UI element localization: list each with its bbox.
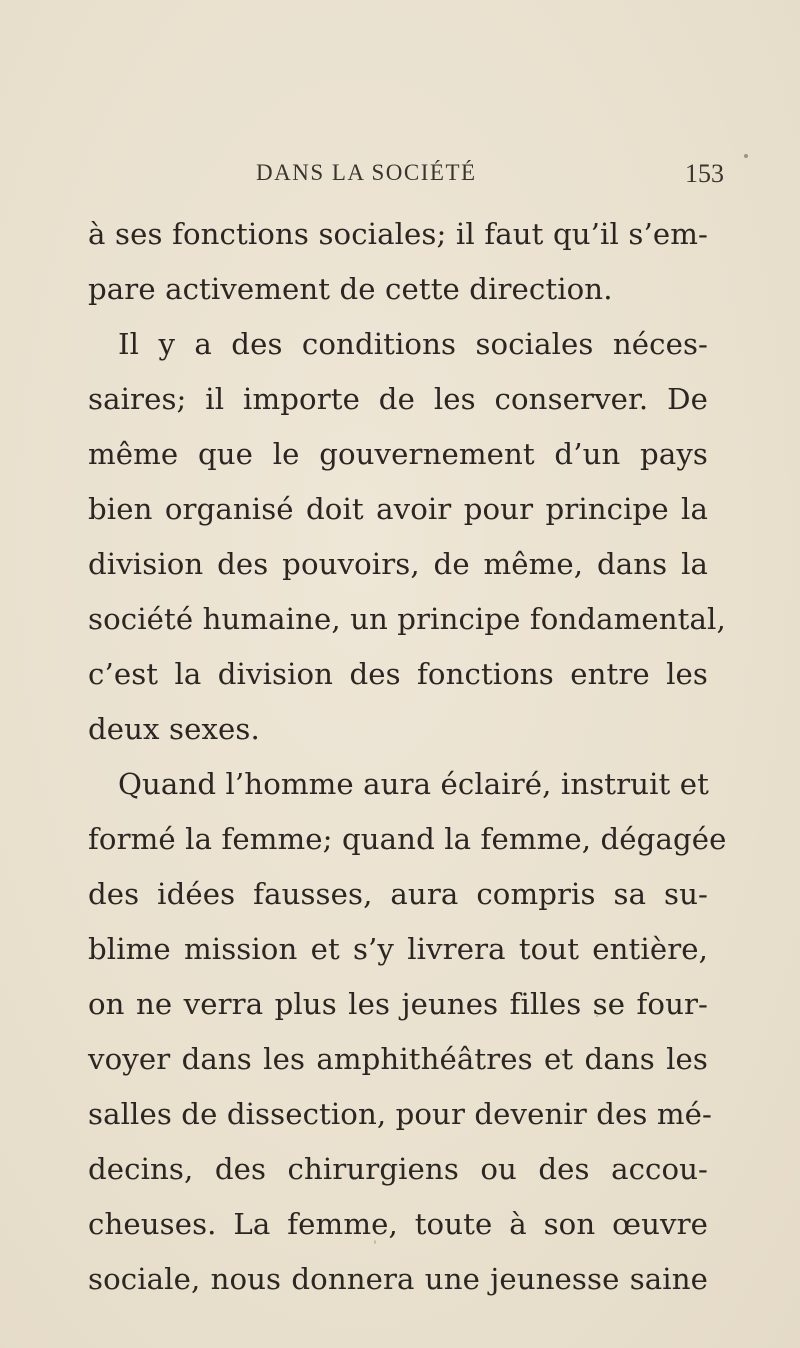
text-line: sociale, nous donnera une jeunesse saine — [88, 1262, 708, 1296]
text-line: société humaine, un principe fondamental, — [88, 602, 726, 636]
text-line: pare activement de cette direction. — [88, 272, 613, 306]
text-line: division des pouvoirs, de même, dans la — [88, 547, 708, 581]
running-title: DANS LA SOCIÉTÉ — [256, 160, 477, 185]
text-line: on ne verra plus les jeunes filles se four- — [88, 987, 708, 1021]
page-number: 153 — [685, 159, 724, 188]
paper-speck — [560, 1052, 562, 1055]
page-header — [0, 158, 800, 192]
paper-speck — [744, 154, 748, 158]
text-line: Quand l’homme aura éclairé, instruit et — [118, 767, 709, 801]
text-line: Il y a des conditions sociales néces- — [118, 327, 708, 361]
text-line: saires; il importe de les conserver. De — [88, 382, 708, 416]
text-line: cheuses. La femme, toute à son œuvre — [88, 1207, 708, 1241]
text-line: blime mission et s’y livrera tout entière, — [88, 932, 708, 966]
text-line: decins, des chirurgiens ou des accou- — [88, 1152, 708, 1186]
text-line: c’est la division des fonctions entre les — [88, 657, 708, 691]
paper-speck — [374, 1240, 376, 1244]
text-line: bien organisé doit avoir pour principe la — [88, 492, 708, 526]
paper-speck — [596, 1015, 598, 1017]
text-line: deux sexes. — [88, 712, 260, 746]
text-line: même que le gouvernement d’un pays — [88, 437, 708, 471]
text-line: formé la femme; quand la femme, dégagée — [88, 822, 727, 856]
body-text — [88, 207, 727, 1307]
text-line: salles de dissection, pour devenir des mé- — [88, 1097, 712, 1131]
text-line: à ses fonctions sociales; il faut qu’il s’em- — [88, 217, 708, 251]
text-line: des idées fausses, aura compris sa su- — [88, 877, 708, 911]
text-line: voyer dans les amphithéâtres et dans les — [88, 1042, 708, 1076]
